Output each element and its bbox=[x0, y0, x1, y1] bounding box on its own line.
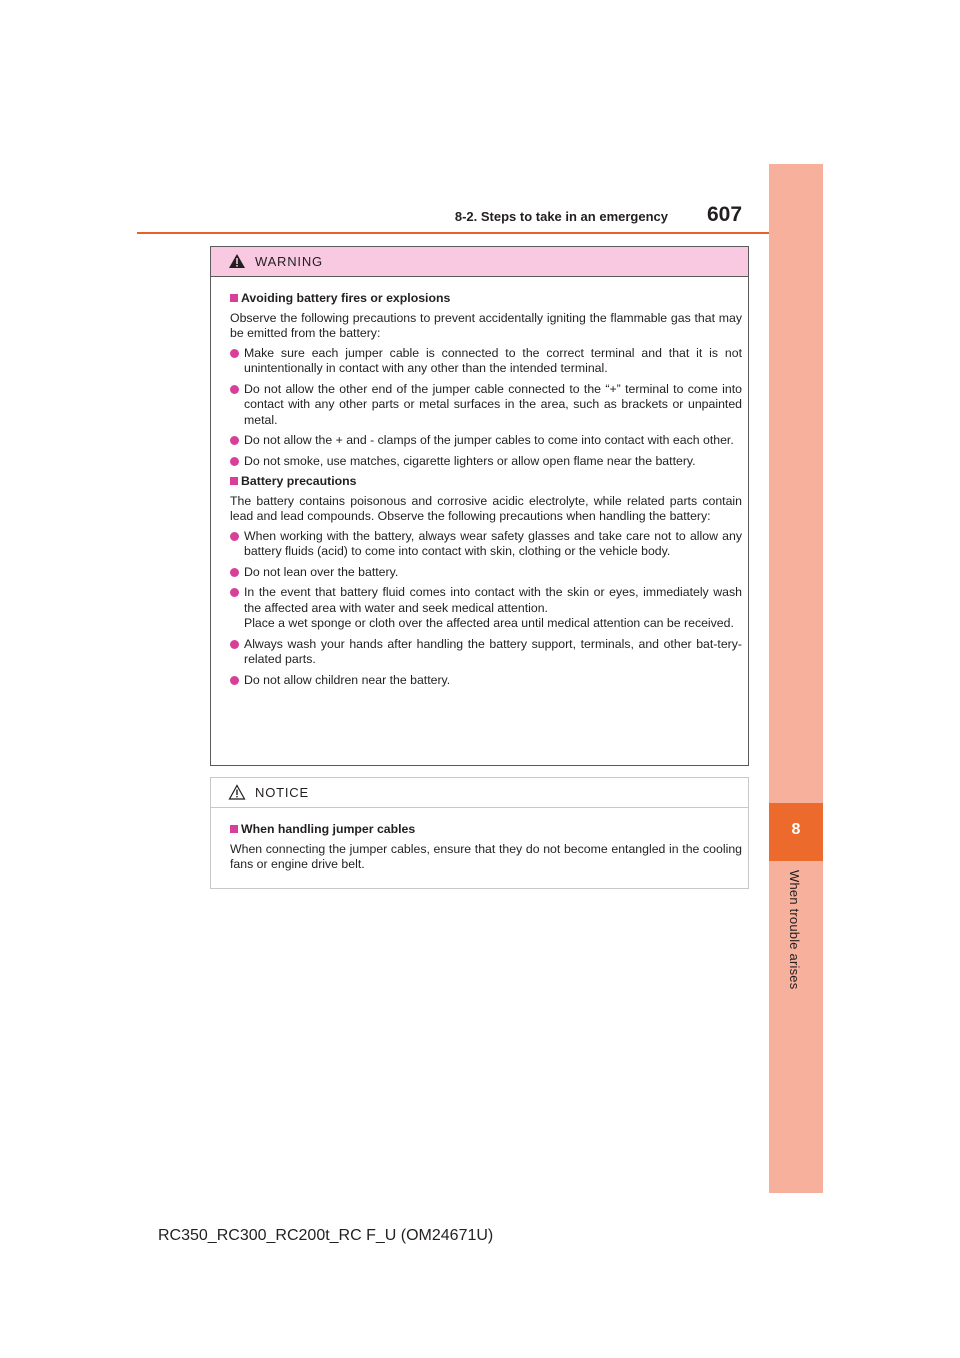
list-item: Do not allow the + and - clamps of the jumper cables to come into contact with each other. bbox=[230, 433, 742, 449]
notice-content bbox=[211, 808, 748, 873]
list-item: Always wash your hands after handling the battery support, terminals, and other bat-tery-related parts. bbox=[230, 637, 742, 668]
warning-section-body: The battery contains poisonous and corrosive acidic electrolyte, while related parts contain lead and lead compounds. Observe the following precautions when handling the battery: bbox=[230, 493, 742, 523]
chapter-title: When trouble arises bbox=[787, 870, 802, 990]
bullet-dot-icon bbox=[230, 532, 239, 541]
bullet-dot-icon bbox=[230, 640, 239, 649]
warning-section-title: Battery precautions bbox=[230, 474, 742, 490]
notice-section-title: When handling jumper cables bbox=[230, 822, 742, 838]
chapter-number: 8 bbox=[791, 821, 801, 838]
warning-section-title: Avoiding battery fires or explosions bbox=[230, 291, 742, 307]
list-item: Do not allow children near the battery. bbox=[230, 673, 742, 689]
list-item: Do not lean over the battery. bbox=[230, 565, 742, 581]
notice-box bbox=[210, 777, 749, 889]
bullet-dot-icon bbox=[230, 385, 239, 394]
warning-triangle-icon bbox=[228, 253, 246, 274]
bullet-dot-icon bbox=[230, 676, 239, 685]
chapter-side-tab bbox=[769, 164, 823, 1193]
list-item: Do not smoke, use matches, cigarette lighters or allow open flame near the battery. bbox=[230, 454, 742, 470]
caution-triangle-icon bbox=[228, 784, 246, 805]
header-divider bbox=[137, 232, 823, 234]
notice-section-body: When connecting the jumper cables, ensure that they do not become entangled in the cooling fans or engine drive belt. bbox=[230, 841, 742, 871]
bullet-dot-icon bbox=[230, 568, 239, 577]
list-item: In the event that battery fluid comes into contact with the skin or eyes, immediately wash the affected area with water and seek medical attention. Place a wet sponge or cloth over the affected area until medical attention can be received. bbox=[230, 585, 742, 632]
list-item: Make sure each jumper cable is connected to the correct terminal and that it is not unintentionally in contact with any other than the intended terminal. bbox=[230, 346, 742, 377]
bullet-dot-icon bbox=[230, 457, 239, 466]
square-bullet-icon bbox=[230, 477, 238, 485]
warning-label: WARNING bbox=[255, 254, 323, 269]
warning-section-body: Observe the following precautions to prevent accidentally igniting the flammable gas that may be emitted from the battery: bbox=[230, 310, 742, 340]
chapter-number-box[interactable] bbox=[769, 803, 823, 861]
warning-content bbox=[211, 277, 748, 688]
warning-box bbox=[210, 246, 749, 766]
list-item: When working with the battery, always wear safety glasses and take care not to allow any battery fluids (acid) to come into contact with skin, clothing or the vehicle body. bbox=[230, 529, 742, 560]
notice-label: NOTICE bbox=[255, 785, 309, 800]
notice-header bbox=[211, 778, 748, 808]
bullet-dot-icon bbox=[230, 436, 239, 445]
section-header-title: 8-2. Steps to take in an emergency bbox=[454, 209, 668, 224]
square-bullet-icon bbox=[230, 825, 238, 833]
page-number: 607 bbox=[707, 203, 743, 226]
model-footer: RC350_RC300_RC200t_RC F_U (OM24671U) bbox=[158, 1227, 494, 1244]
warning-header bbox=[211, 247, 748, 277]
bullet-dot-icon bbox=[230, 349, 239, 358]
square-bullet-icon bbox=[230, 294, 238, 302]
bullet-dot-icon bbox=[230, 588, 239, 597]
list-item: Do not allow the other end of the jumper cable connected to the “+” terminal to come into contact with any other parts or metal surfaces in the area, such as brackets or unpainted metal. bbox=[230, 382, 742, 429]
